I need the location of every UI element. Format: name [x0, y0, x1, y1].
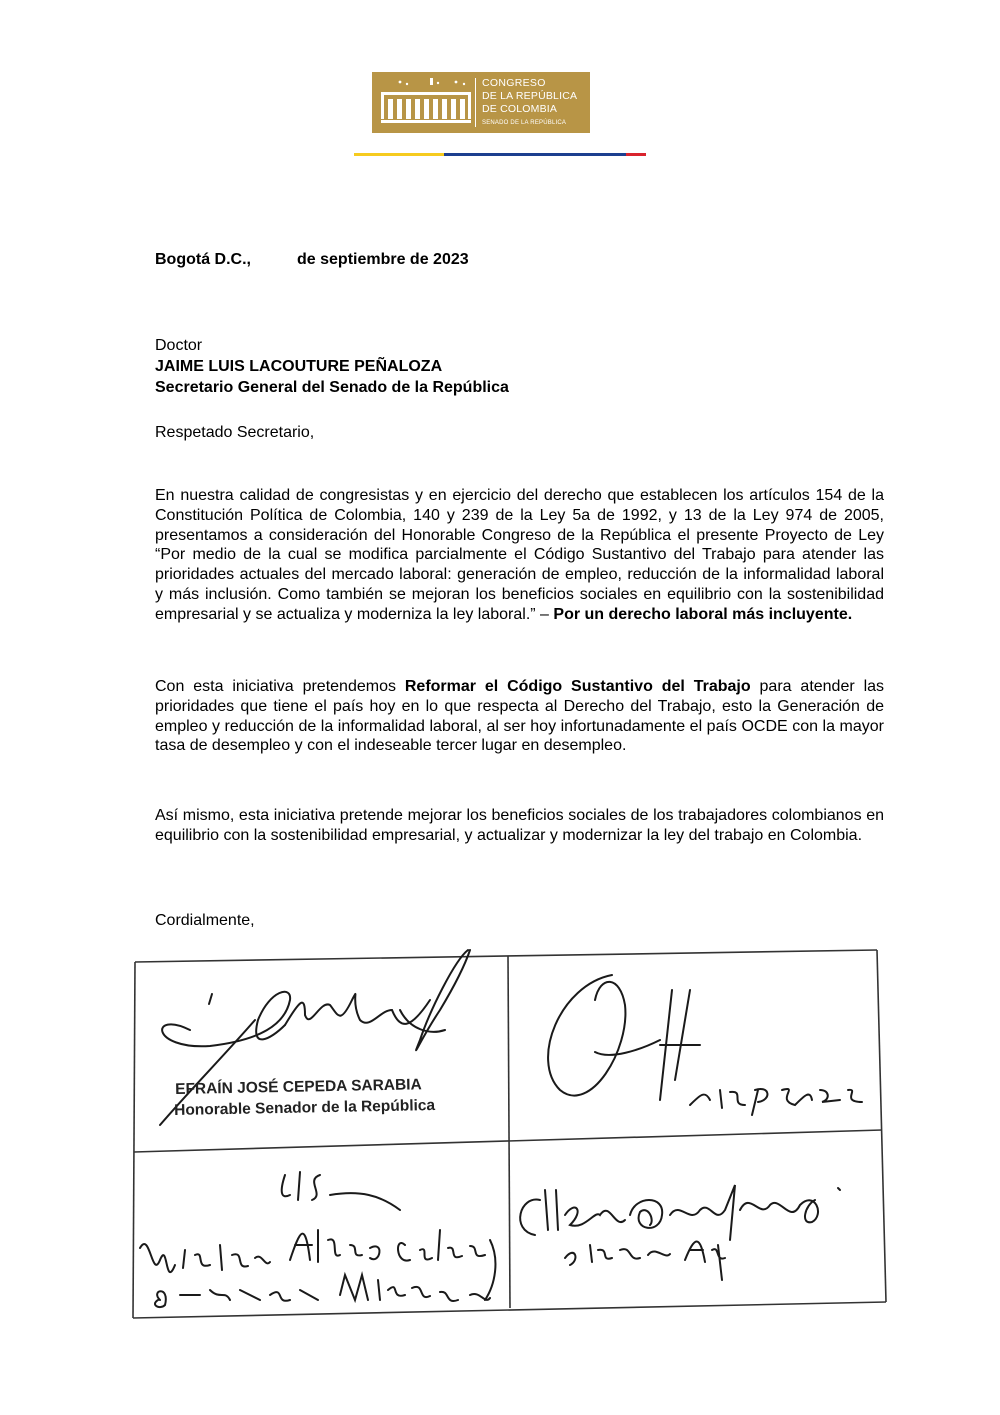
letter-date: de septiembre de 2023: [297, 251, 469, 268]
paragraph-1-text: En nuestra calidad de congresistas y en ejercicio del derecho que establecen los artículos 154 de la Constitución Política de Colombia, 140 y 239 de la Ley 5a de 1992, y 13 de la Ley 974 de 2005, presentamos a consideración del Honorable Congreso de la República el presente Proyecto de Ley “Por medio de la cual se modifica parcialmente el Código Sustantivo del Trabajo para atender las prioridades actuales del mercado laboral: generación de empleo, reducción de la informalidad laboral y más inclusión. Como también se mejoran los beneficios sociales en equilibrio con la sostenibilidad empresarial y se actualiza y moderniza la ley laboral.” –: [155, 487, 884, 623]
paragraph-2-post: para atender las prioridades que tiene el país hoy en lo que respecta al Derecho del Trabajo, esto la Generación de empleo y reducción de la informalidad laboral, al ser hoy infortunadamente el país OCDE con la mayor tasa de desempleo y con el indeseable tercer lugar en desempleo.: [155, 678, 885, 755]
greeting: Respetado Secretario,: [155, 424, 315, 441]
logo-text-line3: DE COLOMBIA: [482, 103, 558, 115]
paragraph-1-bold: Por un derecho laboral más incluyente.: [553, 605, 853, 623]
salutation-title: Doctor: [155, 337, 203, 354]
paragraph-3: Así mismo, esta iniciativa pretende mejorar los beneficios sociales de los trabajadores colombianos en equilibrio con la sostenibilidad empresarial, y actualizar y modernizar la ley del trabajo en Colombia.: [155, 807, 884, 844]
recipient-role: Secretario General del Senado de la República: [155, 379, 509, 396]
recipient-name: JAIME LUIS LACOUTURE PEÑALOZA: [155, 358, 443, 375]
logo-text-line1: CONGRESO: [482, 77, 546, 89]
paragraph-2-bold: Reformar el Código Sustantivo del Trabajo: [404, 678, 751, 695]
closing: Cordialmente,: [155, 912, 255, 929]
paragraph-2-pre: Con esta iniciativa pretendemos: [155, 678, 405, 695]
signer-1-name: EFRAÍN JOSÉ CEPEDA SARABIA: [175, 1076, 422, 1098]
signer-1-title: Honorable Senador de la República: [174, 1096, 436, 1119]
letter-place: Bogotá D.C.,: [155, 251, 251, 268]
logo-text-line2: DE LA REPÚBLICA: [482, 90, 578, 102]
logo-text-line4: SENADO DE LA REPÚBLICA: [482, 120, 567, 126]
